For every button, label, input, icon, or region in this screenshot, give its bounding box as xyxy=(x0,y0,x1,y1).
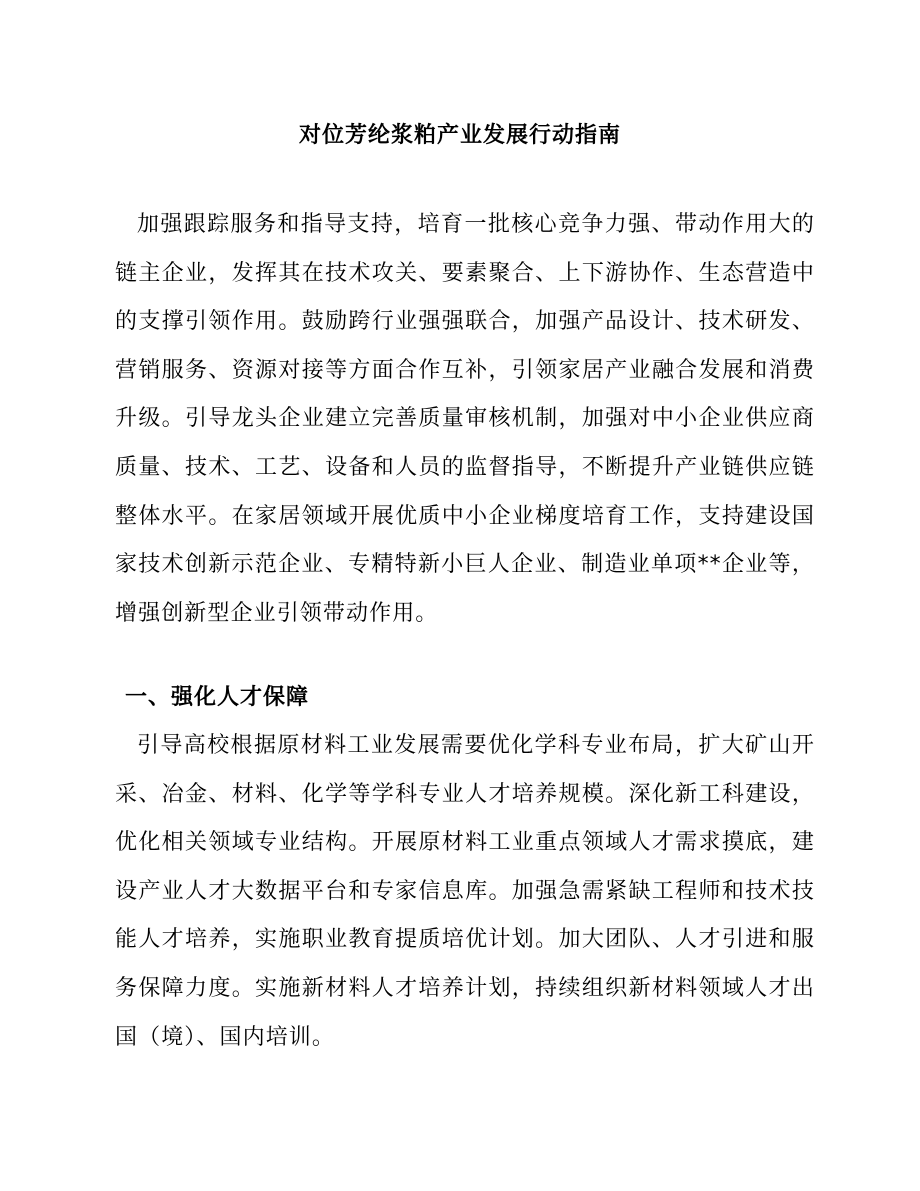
body-paragraph: 加强跟踪服务和指导支持，培育一批核心竞争力强、带动作用大的链主企业，发挥其在技术攻关、要素聚合、上下游协作、生态营造中的支撑引领作用。鼓励跨行业强强联合，加强产品设计、技术研发、营销服务、资源对接等方面合作互补，引领家居产业融合发展和消费升级。引导龙头企业建立完善质量审核机制，加强对中小企业供应商质量、技术、工艺、设备和人员的监督指导，不断提升产业链供应链整体水平。在家居领域开展优质中小企业梯度培育工作，支持建设国家技术创新示范企业、专精特新小巨人企业、制造业单项**企业等，增强创新型企业引领带动作用。 xyxy=(115,212,815,626)
body-paragraph: 引导高校根据原材料工业发展需要优化学科专业布局，扩大矿山开采、冶金、材料、化学等学科专业人才培养规模。深化新工科建设，优化相关领域专业结构。开展原材料工业重点领域人才需求摸底，建设产业人才大数据平台和专家信息库。加强急需紧缺工程师和技术技能人才培养，实施职业教育提质培优计划。加大团队、人才引进和服务保障力度。实施新材料人才培养计划，持续组织新材料领域人才出国（境）、国内培训。 xyxy=(115,733,815,1050)
document-title: 对位芳纶浆粕产业发展行动指南 xyxy=(298,123,621,148)
section-heading: 一、强化人才保障 xyxy=(125,685,310,710)
